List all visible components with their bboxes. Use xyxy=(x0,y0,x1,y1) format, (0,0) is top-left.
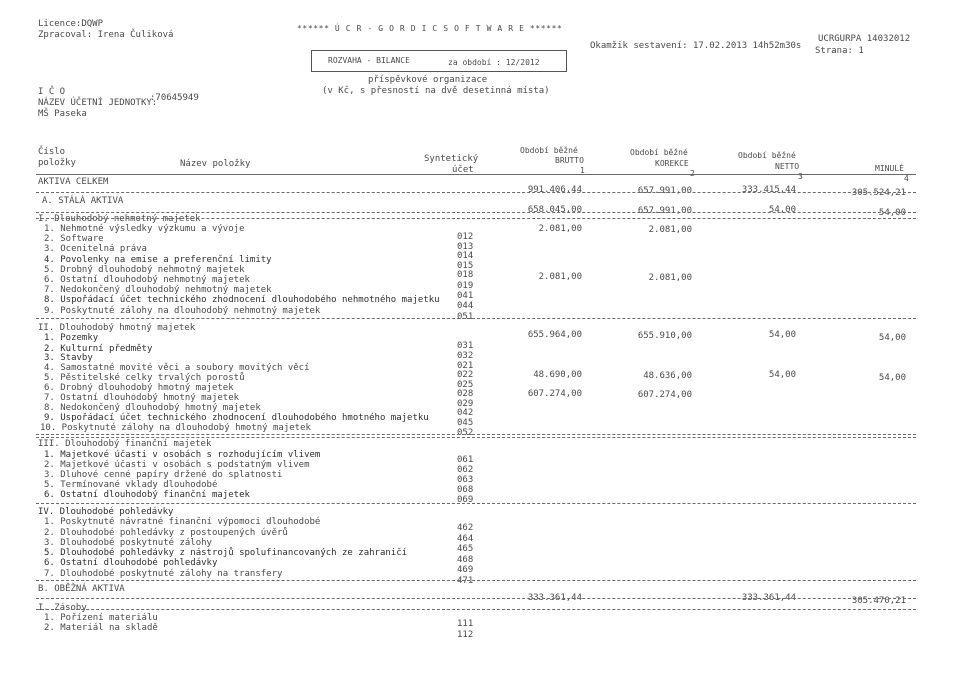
row-label: 1. Poskytnuté návratné finanční výpomoci dlouhodobé xyxy=(44,517,321,527)
row-label: 1. Majetkové účasti v osobách s rozhodujícím vlivem xyxy=(44,450,321,460)
row-account: 111 xyxy=(457,619,474,629)
row-label: 2. Majetkové účasti v osobách s podstatným vlivem xyxy=(44,460,310,470)
col-netto-header-2: NETTO xyxy=(775,162,800,171)
row-account: 462 xyxy=(457,523,474,533)
row-label: AKTIVA CELKEM xyxy=(38,177,109,187)
row-value-minule: 54,00 xyxy=(878,373,906,383)
row-value-brutto: 991.406,44 xyxy=(527,185,582,195)
row-account: 031 xyxy=(457,341,474,351)
row-account: 022 xyxy=(457,370,474,380)
row-account: 041 xyxy=(457,291,474,301)
row-label: 5. Termínované vklady dlouhodobé xyxy=(44,480,218,490)
row-value-brutto: 655.964,00 xyxy=(527,330,582,340)
col-minule-header-1: MINULÉ xyxy=(875,164,904,173)
row-label: III. Dlouhodobý finanční majetek xyxy=(38,439,212,449)
row-account: 042 xyxy=(457,408,474,418)
row-value-minule: 305.470,21 xyxy=(851,596,906,606)
row-value-brutto: 607.274,00 xyxy=(527,389,582,399)
ico-value: :70645949 xyxy=(150,93,199,103)
row-account: 018 xyxy=(457,270,474,280)
row-label: 3. Stavby xyxy=(44,353,93,363)
col-brutto-header-2: BRUTTO xyxy=(555,156,584,165)
col-korekce-header-1: Období běžné xyxy=(630,148,688,157)
row-account: 045 xyxy=(457,418,474,428)
row-value-korekce: 2.081,00 xyxy=(648,225,692,235)
col-netto-header-1: Období běžné xyxy=(738,151,796,160)
row-value-netto: 54,00 xyxy=(768,330,796,340)
row-label: 3. Dlouhodobé poskytnuté zálohy xyxy=(44,538,212,548)
row-value-netto: 54,00 xyxy=(768,205,796,215)
row-label: 4. Samostatné movité věci a soubory movitých věcí xyxy=(44,363,310,373)
row-label: 5. Dlouhodobé pohledávky z nástrojů spolufinancovaných ze zahraničí xyxy=(44,548,408,558)
row-account: 021 xyxy=(457,361,474,371)
units-note: (v Kč, s přesností na dvě desetinná místa) xyxy=(322,86,550,96)
col-account-header-1: Syntetický xyxy=(424,154,479,164)
row-value-korekce: 655.910,00 xyxy=(637,331,692,341)
row-separator xyxy=(36,192,916,193)
col-brutto-header-1: Období běžné xyxy=(520,146,578,155)
row-label: 1. Pořízení materiálu xyxy=(44,613,158,623)
row-value-korekce: 657.991,00 xyxy=(637,186,692,196)
row-label: 2. Dlouhodobé pohledávky z postoupených úvěrů xyxy=(44,528,288,538)
company-name: ****** Ú C R - G O R D I C S O F T W A R E ****** xyxy=(297,24,563,33)
header-rule xyxy=(36,174,916,175)
section-separator xyxy=(36,503,916,504)
row-account: 068 xyxy=(457,485,474,495)
report-title-box xyxy=(311,50,567,72)
row-value-netto: 333.361,44 xyxy=(741,593,796,603)
col-name-header: Název položky xyxy=(180,159,251,169)
row-value-brutto: 658.045,00 xyxy=(527,205,582,215)
row-value-korekce: 657.991,00 xyxy=(637,206,692,216)
row-value-brutto: 48.690,00 xyxy=(533,370,582,380)
row-value-brutto: 2.081,00 xyxy=(538,224,582,234)
row-value-minule: 305.524,21 xyxy=(851,188,906,198)
row-value-netto: 54,00 xyxy=(768,370,796,380)
row-account: 013 xyxy=(457,242,474,252)
section-separator xyxy=(36,437,916,438)
row-account: 063 xyxy=(457,475,474,485)
section-separator xyxy=(36,218,916,219)
row-label: 6. Ostatní dlouhodobý finanční majetek xyxy=(44,490,250,500)
row-account: 471 xyxy=(457,576,474,586)
licence-text: Licence:DQWP xyxy=(38,19,104,29)
row-value-minule: 54,00 xyxy=(878,208,906,218)
row-label: 5. Pěstitelské celky trvalých porostů xyxy=(44,373,245,383)
row-label: 3. Ocenitelná práva xyxy=(44,244,147,254)
col-account-header-2: účet xyxy=(452,165,474,175)
section-separator xyxy=(36,609,916,610)
row-account: 019 xyxy=(457,281,474,291)
row-account: 464 xyxy=(457,534,474,544)
unit-name: MŠ Paseka xyxy=(38,109,87,119)
row-account: 061 xyxy=(457,455,474,465)
row-label: 6. Drobný dlouhodobý hmotný majetek xyxy=(44,383,234,393)
processed-by-text: Zpracoval: Irena Čuliková xyxy=(38,30,174,40)
row-separator xyxy=(36,212,916,213)
row-label: 7. Nedokončený dlouhodobý nehmotný majetek xyxy=(44,285,272,295)
row-value-korekce: 607.274,00 xyxy=(637,390,692,400)
row-account: 014 xyxy=(457,251,474,261)
col-netto-header-3: 3 xyxy=(798,172,803,181)
row-account: 028 xyxy=(457,389,474,399)
page-number: Strana: 1 xyxy=(815,46,864,56)
col-korekce-header-3: 2 xyxy=(690,169,695,178)
row-separator xyxy=(36,598,916,599)
row-account: 465 xyxy=(457,544,474,554)
row-account: 025 xyxy=(457,380,474,390)
row-label: 7. Ostatní dlouhodobý hmotný majetek xyxy=(44,393,240,403)
row-account: 029 xyxy=(457,399,474,409)
row-separator xyxy=(36,318,916,319)
row-value-netto: 333.415,44 xyxy=(741,185,796,195)
row-label: 1. Pozemky xyxy=(44,333,99,343)
row-value-brutto: 2.081,00 xyxy=(538,272,582,282)
col-brutto-header-3: 1 xyxy=(580,166,585,175)
row-label: I. Dlouhodobý nehmotný majetek xyxy=(38,214,201,224)
report-title: ROZVAHA - BILANCE xyxy=(328,56,410,65)
row-label: 6. Ostatní dlouhodobé pohledávky xyxy=(44,558,218,568)
row-label: 6. Ostatní dlouhodobý nehmotný majetek xyxy=(44,275,250,285)
row-label: 7. Dlouhodobé poskytnuté zálohy na transfery xyxy=(44,569,283,579)
row-account: 032 xyxy=(457,351,474,361)
row-label: 2. Software xyxy=(44,234,104,244)
row-label: A. STÁLÁ AKTIVA xyxy=(42,196,124,206)
row-label: 1. Nehmotné výsledky výzkumu a vývoje xyxy=(44,224,245,234)
row-account: 051 xyxy=(457,312,474,322)
row-account: 469 xyxy=(457,565,474,575)
row-label: 9. Poskytnuté zálohy na dlouhodobý nehmotný majetek xyxy=(44,306,321,316)
row-value-korekce: 2.081,00 xyxy=(648,273,692,283)
row-value-minule: 54,00 xyxy=(878,333,906,343)
ico-label: I Č O xyxy=(38,87,66,97)
row-label: 5. Drobný dlouhodobý nehmotný majetek xyxy=(44,265,245,275)
row-label: 8. Nedokončený dlouhodobý hmotný majetek xyxy=(44,403,261,413)
row-label: 2. Materiál na skladě xyxy=(44,623,158,633)
row-separator xyxy=(36,434,916,435)
row-label: 3. Dluhové cenné papíry držené do splatnosti xyxy=(44,470,283,480)
unit-name-label: NÁZEV ÚČETNÍ JEDNOTKY: xyxy=(38,98,158,108)
row-value-brutto: 333.361,44 xyxy=(527,593,582,603)
row-account: 052 xyxy=(457,428,474,438)
report-period: za období : 12/2012 xyxy=(448,58,540,67)
row-label: 10. Poskytnuté zálohy na dlouhodobý hmotný majetek xyxy=(40,423,311,433)
row-account: 112 xyxy=(457,630,474,640)
col-minule-header-2: 4 xyxy=(904,174,909,183)
row-value-korekce: 48.636,00 xyxy=(643,371,692,381)
col-number-header-1: Číslo xyxy=(38,147,66,157)
section-separator xyxy=(36,580,916,581)
row-label: 8. Uspořádací účet technického zhodnocení dlouhodobého nehmotného majetku xyxy=(44,295,440,305)
col-number-header-2: položky xyxy=(38,158,76,168)
row-label: 4. Povolenky na emise a preferenční limity xyxy=(44,255,272,265)
organization-type: příspěvkové organizace xyxy=(368,75,488,85)
row-label: II. Dlouhodobý hmotný majetek xyxy=(38,323,196,333)
col-korekce-header-2: KOREKCE xyxy=(655,159,689,168)
row-label: 9. Uspořádací účet technického zhodnocení dlouhodobého hmotného majetku xyxy=(44,413,429,423)
row-account: 015 xyxy=(457,261,474,271)
row-account: 044 xyxy=(457,301,474,311)
report-code: UCRGURPA 14032012 xyxy=(818,34,911,44)
row-account: 062 xyxy=(457,465,474,475)
timestamp: Okamžik sestavení: 17.02.2013 14h52m30s xyxy=(590,41,802,51)
row-account: 012 xyxy=(457,232,474,242)
row-label: IV. Dlouhodobé pohledávky xyxy=(38,507,174,517)
row-label: I. Zásoby xyxy=(38,603,87,613)
row-label: 2. Kulturní předměty xyxy=(44,344,153,354)
row-label: B. OBĚŽNÁ AKTIVA xyxy=(38,584,125,594)
row-account: 069 xyxy=(457,495,474,505)
row-account: 468 xyxy=(457,555,474,565)
